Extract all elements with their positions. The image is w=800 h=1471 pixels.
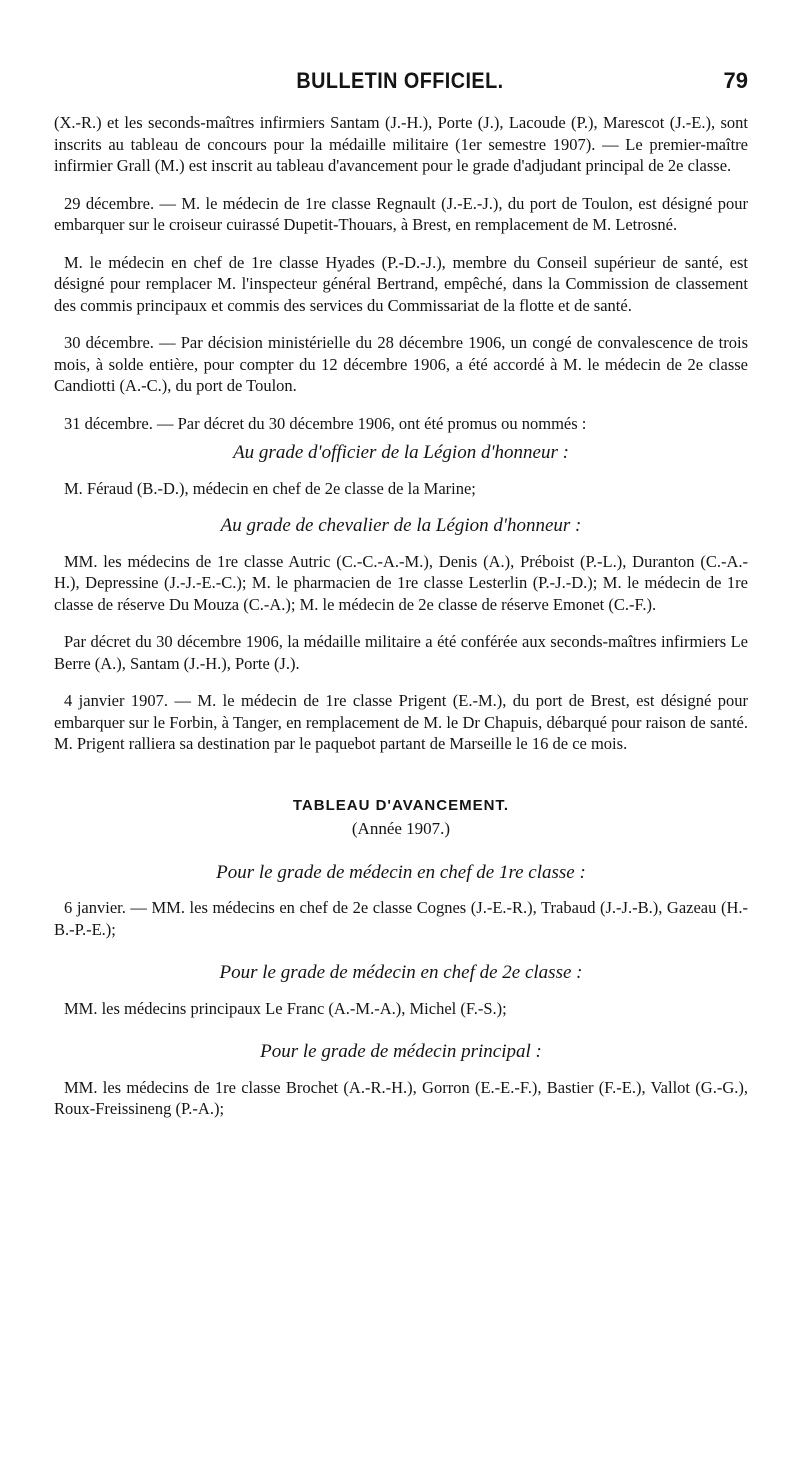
paragraph-3: M. le médecin en chef de 1re classe Hyades (P.-D.-J.), membre du Conseil supérieur de santé, est désigné pour remplacer M. l'inspecteur général Bertrand, empêché, dans la Commission de classement des commis principaux et commis des services du Commissariat de la flotte et de santé. [54,252,748,315]
paragraph-8: Par décret du 30 décembre 1906, la médaille militaire a été conférée aux seconds-maîtres infirmiers Le Berre (A.), Santam (J.-H.), Porte (J.). [54,632,748,673]
body-text [54,112,748,1136]
page-header [0,68,800,102]
subheading-chevalier: Au grade de chevalier de la Légion d'honneur : [220,515,582,536]
subheading-chef-1re: Pour le grade de médecin en chef de 1re classe : [216,861,586,883]
paragraph-10: 6 janvier. — MM. les médecins en chef de 2e classe Cognes (J.-E.-R.), Trabaud (J.-J.-B.), Gazeau (H.-B.-P.-E.); [54,898,748,939]
paragraph-11: MM. les médecins principaux Le Franc (A.-M.-A.), Michel (F.-S.); [64,998,507,1018]
paragraph-12: MM. les médecins de 1re classe Brochet (A.-R.-H.), Gorron (E.-E.-F.), Bastier (F.-E.), Vallot (G.-G.), Roux-Freissineng (P.-A.); [54,1077,748,1118]
page-number: 79 [723,68,748,93]
running-title: BULLETIN OFFICIEL. [296,68,504,93]
subheading-principal: Pour le grade de médecin principal : [260,1041,542,1062]
paragraph-7: MM. les médecins de 1re classe Autric (C.-C.-A.-M.), Denis (A.), Préboist (P.-L.), Duranton (C.-A.-H.), Depressine (J.-J.-E.-C.); M. le pharmacien de 1re classe Lesterlin (P.-J.-D.); M. le médecin de 1re classe de réserve Du Mouza (C.-A.); M. le médecin de 2e classe de réserve Emonet (C.-F.). [54,551,748,614]
section-title: TABLEAU D'AVANCEMENT. [292,796,510,814]
paragraph-2: 29 décembre. — M. le médecin de 1re classe Regnault (J.-E.-J.), du port de Toulon, est désigné pour embarquer sur le croiseur cuirassé Dupetit-Thouars, à Brest, en remplacement de M. Letrosné. [54,193,748,234]
subheading-officier: Au grade d'officier de la Légion d'honneur : [233,442,569,463]
section-year: (Année 1907.) [351,819,451,838]
paragraph-6: M. Féraud (B.-D.), médecin en chef de 2e classe de la Marine; [64,478,476,498]
paragraph-9: 4 janvier 1907. — M. le médecin de 1re classe Prigent (E.-M.), du port de Brest, est désigné pour embarquer sur le Forbin, à Tanger, en remplacement de M. le Dr Chapuis, débarqué pour raison de santé. M. Prigent ralliera sa destination par le paquebot partant de Marseille le 16 de ce mois. [54,691,748,753]
paragraph-4: 30 décembre. — Par décision ministérielle du 28 décembre 1906, un congé de convalescence de trois mois, à solde entière, pour compter du 12 décembre 1906, a été accordé à M. le médecin de 2e classe Candiotti (A.-C.), du port de Toulon. [54,333,748,395]
paragraph-5: 31 décembre. — Par décret du 30 décembre 1906, ont été promus ou nommés : [64,413,587,433]
subheading-chef-2e: Pour le grade de médecin en chef de 2e classe : [219,962,583,983]
paragraph-1: (X.-R.) et les seconds-maîtres infirmiers Santam (J.-H.), Porte (J.), Lacoude (P.), Marescot (J.-E.), sont inscrits au tableau de concours pour la médaille militaire (1er semestre 1907). — Le premier-maître infirmier Grall (M.) est inscrit au tableau d'avancement pour le grade d'adjudant principal de 2e classe. [54,113,748,175]
